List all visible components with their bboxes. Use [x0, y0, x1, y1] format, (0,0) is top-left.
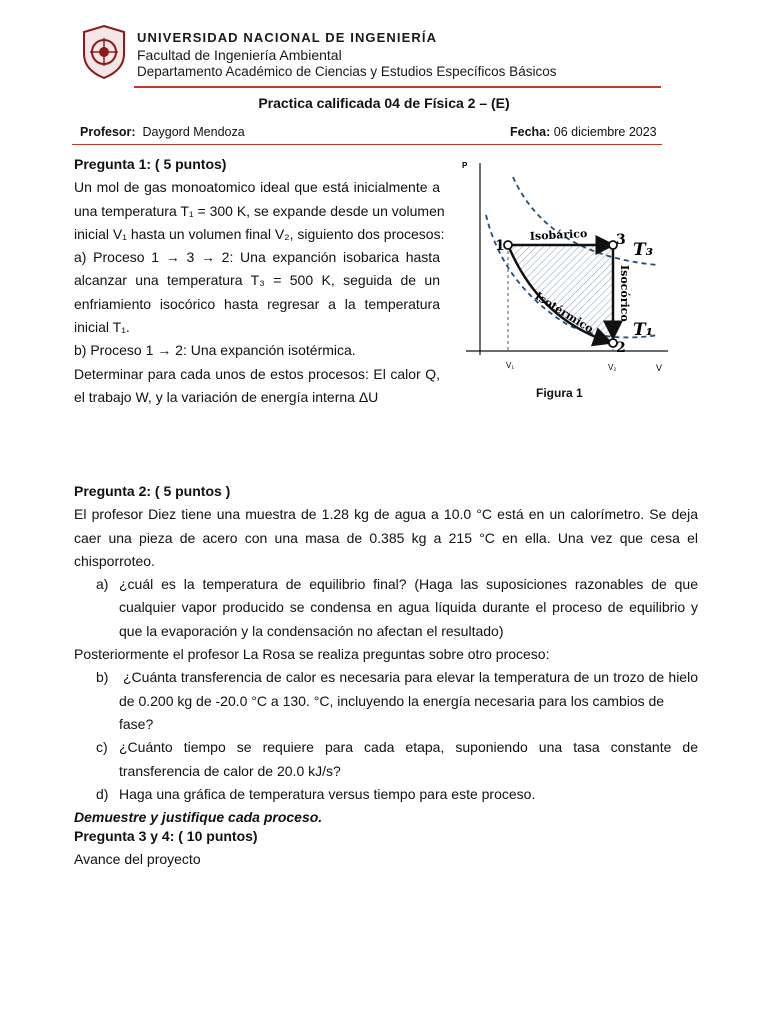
subheader-divider [72, 144, 662, 145]
q1-line: alcanzar una temperatura T₃ = 500 K, seguida de un [74, 272, 440, 289]
department-name: Departamento Académico de Ciencias y Estudios Específicos Básicos [137, 64, 557, 79]
question-3-4 [74, 825, 698, 872]
item-a-label: a) [96, 576, 109, 593]
shaded-area [508, 245, 613, 343]
q1-line: enfriamiento isocórico hasta regresar a la temperatura [74, 295, 440, 312]
q2-item-a [74, 573, 698, 643]
q34-body: Avance del proyecto [74, 851, 201, 868]
isochoric-label: Isocórico [618, 265, 631, 322]
q2-heading: Pregunta 2: ( 5 puntos ) [74, 483, 231, 499]
q2-intro-line: El profesor Diez tiene una muestra de 1.28 kg de agua a 10.0 °C está en un calorímetro. Se deja [74, 506, 698, 523]
item-d-label: d) [96, 785, 109, 802]
point-1-label: 1 [495, 238, 505, 254]
q1-heading: Pregunta 1: ( 5 puntos) [74, 156, 227, 172]
question-1 [74, 153, 445, 409]
q2-item-d [74, 783, 698, 806]
q1-line: Un mol de gas monoatomico ideal que está inicialmente a [74, 179, 440, 196]
item-b-line: de 0.200 kg de -20.0 °C a 130. °C, incluyendo la energía necesaria para los cambios de fase? [119, 692, 665, 732]
t1-label: T₁ [633, 320, 654, 340]
date-value: 06 diciembre 2023 [553, 125, 657, 139]
t3-label: T₃ [633, 240, 654, 260]
q2-mid-line: Posteriormente el profesor La Rosa se realiza preguntas sobre otro proceso: [74, 646, 550, 663]
date-line [510, 125, 657, 139]
axis-p-label: P [462, 161, 468, 170]
item-d-line: Haga una gráfica de temperatura versus tiempo para este proceso. [119, 785, 536, 802]
q34-heading: Pregunta 3 y 4: ( 10 puntos) [74, 828, 258, 844]
exam-title: Practica calificada 04 de Física 2 – (E) [258, 95, 510, 111]
item-a-line: cualquier vapor producido se condensa en agua líquida durante el proceso de equilibrio y [119, 599, 698, 616]
v1-tick-label: V₁ [506, 361, 515, 370]
q1-line: una temperatura T₁ = 300 K, se expande desde un volumen [74, 202, 445, 219]
university-name: UNIVERSIDAD NACIONAL DE INGENIERÍA [137, 30, 438, 45]
pv-diagram [458, 155, 676, 380]
q1-line: b) Proceso 1 → 2: Una expanción isotérmica. [74, 342, 356, 359]
v2-tick-label: V₂ [608, 363, 617, 372]
date-label: Fecha: [510, 125, 551, 139]
q1-line: inicial T₁. [74, 319, 130, 336]
state-1-marker [504, 241, 512, 249]
q1-line: el trabajo W, y la variación de energía interna ΔU [74, 388, 379, 405]
item-a-line: que la evaporación y la condensación no afectan el resultado) [119, 622, 504, 639]
header-divider [134, 86, 661, 88]
professor-line [80, 125, 245, 139]
q2-item-c [74, 736, 698, 783]
point-2-label: 2 [616, 340, 626, 356]
university-seal-icon [80, 24, 128, 80]
q1-line: inicial V₁ hasta un volumen final V₂, siguiento dos procesos: [74, 225, 445, 242]
professor-label: Profesor: [80, 125, 136, 139]
point-3-label: 3 [616, 232, 626, 248]
item-c-line: ¿Cuánto tiempo se requiere para cada etapa, suponiendo una tasa constante de [119, 739, 698, 756]
professor-name: Daygord Mendoza [142, 125, 245, 139]
item-b-label: b) [96, 669, 109, 686]
q2-item-b [74, 666, 698, 736]
item-c-label: c) [96, 739, 108, 756]
item-b-line: ¿Cuánta transferencia de calor es necesaria para elevar la temperatura de un trozo de hielo [123, 669, 698, 686]
q2-intro-line: caer una pieza de acero con una masa de 0.385 kg a 215 °C en ella. Una vez que cesa el [74, 529, 698, 546]
item-c-line: transferencia de calor de 20.0 kJ/s? [119, 762, 341, 779]
isobaric-label: Isobárico [529, 227, 588, 243]
question-2 [74, 480, 698, 829]
item-a-line: ¿cuál es la temperatura de equilibrio final? (Haga las suposiciones razonables de que [119, 576, 698, 593]
isothermal-label: Isotérmico [532, 289, 596, 336]
q2-closing: Demuestre y justifique cada proceso. [74, 809, 323, 826]
q1-line: Determinar para cada unos de estos procesos: El calor Q, [74, 365, 440, 382]
q1-line: a) Proceso 1 → 3 → 2: Una expanción isobarica hasta [74, 249, 440, 266]
axis-v-label: V [656, 363, 663, 373]
faculty-name: Facultad de Ingeniería Ambiental [137, 47, 342, 63]
figure-caption: Figura 1 [536, 386, 583, 400]
q2-intro-line: chisporroteo. [74, 552, 155, 569]
